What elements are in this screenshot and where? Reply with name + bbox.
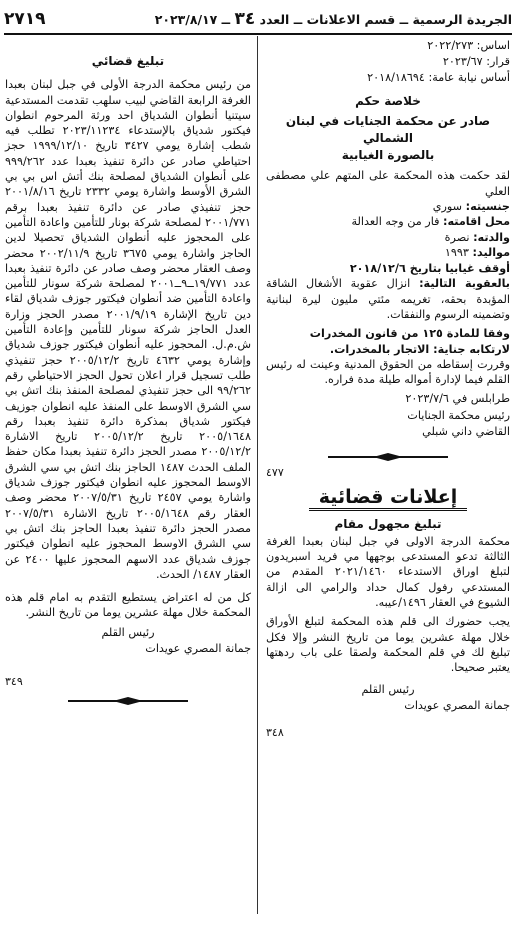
field-value: ١٩٩٣	[444, 246, 473, 260]
judicial-notice-title: تبليغ قضائي	[91, 54, 165, 68]
penalty-label: بالعقوبة التالية:	[419, 277, 510, 291]
penalty-text: انزال عقوبة الأشغال الشاقة المؤبدة بحقه، تغريمه مئتي مليون ليرة لبنانية وتضمينه الرسوم والنفقات.	[266, 277, 510, 321]
penalty-paragraph	[266, 276, 510, 322]
ref-basis: اساس: ٢٠٢٢/٢٧٣	[427, 39, 510, 52]
notice-signature	[266, 682, 510, 715]
court-title-line-2: بالصورة الغيابية	[341, 148, 435, 163]
law-line-2: لارتكابه جناية: الاتجار بالمخدرات.	[329, 342, 510, 356]
field-value: فار من وجه العدالة	[351, 215, 444, 229]
field-label: والدته:	[473, 230, 510, 244]
judicial-notice-closing: كل من له اعتراض يستطيع التقدم به امام قلم هذه المحكمة خلال مهلة عشرين يوما من تاريخ النشر.	[5, 591, 251, 620]
field-label: أوقف غيابيا بتاريخ	[409, 261, 510, 275]
ref-prosecution: أساس نيابة عامة: ٢٠١٨/١٨٦٩٤	[367, 71, 510, 84]
header-date: ــ ٢٠٢٣/٨/١٧	[154, 12, 231, 27]
field-born	[266, 245, 510, 261]
issue-number: ٣٤	[234, 9, 256, 29]
signature-line: القاضي داني شبلي	[422, 425, 510, 439]
signature-line: جمانة المصري عويدات	[404, 699, 510, 713]
field-mother	[266, 230, 510, 246]
sequence-number: ٣٤٨	[266, 725, 284, 739]
notice-paragraph-2: يجب حضورك الى قلم هذه المحكمة لتبلغ الأوراق خلال مهلة عشرين يوما من تاريخ النشر وإلا فكل تبليغ لك في قلم المحكمة ولصقا على باب ردهتها يعتبر صحيحا.	[266, 615, 510, 675]
signature-line: طرابلس في ٢٠٢٣/٧/٦	[405, 392, 510, 406]
sequence-number: ٣٤٩	[5, 674, 23, 688]
field-label: محل اقامته:	[443, 215, 510, 229]
field-label: جنسيته:	[465, 199, 510, 213]
left-column	[5, 38, 251, 709]
notice-title: تبليغ مجهول مقام	[334, 516, 442, 531]
judicial-notice-signature	[5, 625, 251, 658]
judgment-intro: لقد حكمت هذه المحكمة على المتهم علي مصطفى العلي	[266, 169, 510, 198]
ref-decision: قرار: ٢٠٢٣/٦٧	[442, 55, 510, 68]
page-number: ٢٧١٩	[4, 9, 46, 29]
page-header	[4, 6, 512, 32]
law-line-1: وفقا للمادة ١٢٥ من قانون المخدرات	[309, 327, 510, 341]
field-label: مواليد:	[472, 246, 510, 260]
signature-line: رئيس القلم	[361, 682, 415, 696]
judicial-notice-body: من رئيس محكمة الدرجة الأولى في جبل لبنان بعبدا الغرفة الرابعة القاضي لبيب سلهب تقدمت المستدعية سيتنيا أنطوان الشدياق احد ورثة المرحوم انطوان فيكتور شدياق بالإستدعاء ٢٠٢٣/١١٢٣٤ تطلب فيه شطب إشارة يومي ٣٤٢٧ تاريخ ١٩٩٩/١٢/١٠ حجز احتياطي صادر عن دائرة تنفيذ بعبدا عدد ٩٩٩/٢٦٢ على أنطوان الشدياق لمصلحة بنك أتش اس بي بي الشرق الأوسط واشارة يومي ٢٣٣٢ تاريخ ٢٠٠١/٨/١٦ حجز تنفيذي صادر عن دائرة تنفيذ بعبدا برقم ٢٠٠١/٧٧١ لمصلحة شركة بونار للتأمين واعادة التأمين على المحجوز عليه أنطوان الشدياق تحصيلا لدين الحاجز واشارة يومي ٣٦٧٥ تاريخ ٢٠٠٢/١١/٩ محضر وصف العقار محضر وصف صادر عن دائرة تنفيذ بعبدا عدد ١٩/٧٧١ــ٩ــ٢٠٠١ لمصلحة شركة سونار للتأمين واعادة التأمين ضد أنطوان فيكتور جوزف شدياق لقاء دين تاريخ الإشارة ٢٠٠١/٩/١٩ مصدر الحجز وزارة العدل الحاجز شركة سونار للتأمين وإعادة التأمين ش.م.ل. المحجوز عليه أنطوان فيكتور جوزف شدياق وإشارة يومي ٤٦٣٢ تاريخ ٢٠٠٥/١٢/٢ حجز تنفيذي طلب تسجيل قرار اعلان تحول الحجز الاحتياطي رقم ٩٩/٢٦٢ الى حجز تنفيذي لمصلحة المنفذ بنك اتش بي سي الشرق الاوسط على المنفذ عليه انطوان جوزيف فيكتور شدياق بمذكرة دائرة تنفيذ بعبدا رقم ٢٠٠٥/١٦٤٨ تاريخ ٢٠٠٥/١٢/٢ تاريخ الاشارة ٢٠٠٥/١٢/٢ مصدر الحجز دائرة تنفيذ بعبدا مكان حفظ الملف الحدث ١٤٨٧ الحاجز بنك اتش بي سي الشرق الاوسط المحجوز عليه انطوان فيكتور جوزف شدياق واشارة يومي ٢٤٥٧ تاريخ ٢٠٠٧/٥/٣١ محضر وصف العقار رقم ٢٠٠٥/١٦٤٨ تاريخ الاشارة ٢٠٠٧/٥/٣١ مصدر الحجز دائرة تنفيذ بعبدا الحاجز بنك اتش بي سي الشرق الاوسط المحجوز عليه انطوان فيكتور جوزف شدياق عدد الاسهم المحجوز عليها ٢٤٠٠ عن العقار ١٤٨٧/ الحدث.	[5, 78, 252, 581]
signature-line: رئيس محكمة الجنايات	[407, 408, 510, 422]
header-title-prefix: الجريدة الرسمية ــ قسم الاعلانات ــ العدد	[259, 12, 512, 27]
field-value: ٢٠١٨/١٢/٦	[349, 261, 410, 275]
header-title	[155, 9, 512, 29]
judgment-signature	[266, 391, 510, 441]
notice-paragraph-1: محكمة الدرجة الاولى في جبل لبنان بعبدا الغرفة الثالثة تدعو المستدعى بوجهها مي فريد اسبريدون لتبلغ اوراق الاستدعاء ٢٠٢١/١٤٦٠ المقدم من المستدعي رفول كمال حداد والرامي الى ازالة الشيوع في العقار ١٤٩٦/عيبه.	[266, 534, 510, 610]
field-residence	[266, 214, 510, 230]
field-arrest	[266, 261, 510, 277]
sequence-number: ٤٧٧	[266, 465, 284, 479]
judgment-title: خلاصة حكم	[355, 94, 421, 108]
field-value: سوري	[432, 199, 466, 213]
court-title-line-1: صادر عن محكمة الجنايات في لبنان الشمالي	[285, 114, 491, 146]
signature-line: جمانة المصري عويدات	[145, 642, 251, 656]
section-ornament	[328, 453, 448, 461]
header-divider	[4, 33, 512, 35]
ads-banner	[266, 486, 510, 510]
court-title	[266, 113, 510, 164]
decision-paragraph: وقررت إسقاطه من الحقوق المدنية وعينت له رئيس القلم فيما لإدارة أمواله طيلة مدة فراره.	[266, 357, 510, 387]
ads-banner-text: إعلانات قضائية	[309, 490, 468, 510]
column-divider	[257, 36, 258, 914]
right-column	[266, 38, 510, 742]
field-value: نصرة	[444, 230, 474, 244]
section-ornament	[68, 697, 188, 705]
signature-line: رئيس القلم	[101, 625, 155, 639]
field-nationality	[266, 199, 510, 215]
